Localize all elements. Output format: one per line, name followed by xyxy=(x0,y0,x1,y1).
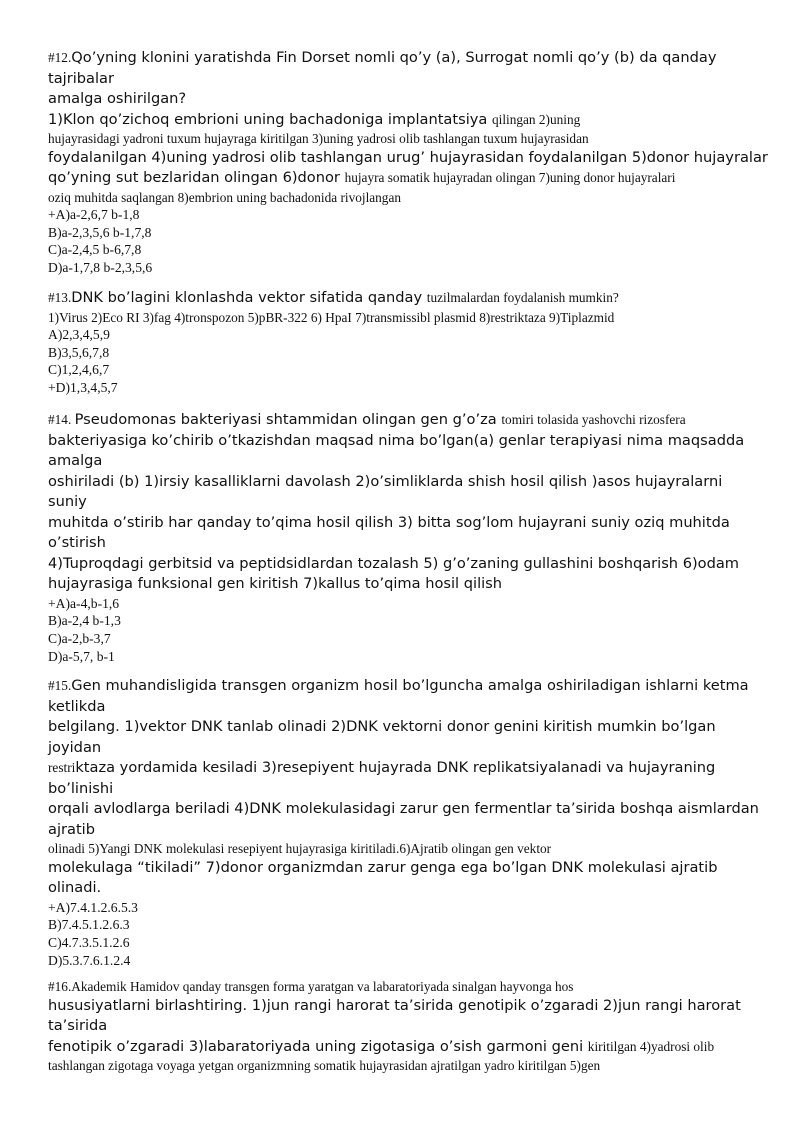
answer-option: +A)7.4.1.2.6.5.3 xyxy=(48,899,138,915)
text-run: amalga oshirilgan? xyxy=(48,90,187,107)
text-run: ketlikda xyxy=(48,697,106,715)
text-run: bo’linishi xyxy=(48,779,114,797)
text-run: #16.Akademik Hamidov qanday transgen forma yaratgan va labaratoriyada sinalgan hayvonga hos xyxy=(48,979,574,994)
answer-option: B)a-2,4 b-1,3 xyxy=(48,613,121,629)
question-text-line xyxy=(48,410,760,431)
question-text-line xyxy=(48,69,760,90)
text-run: muhitda o’stirib har qanday to’qima hosil qilish 3) bitta sog’lom hujayrani suniy oziq muhitda xyxy=(48,513,730,531)
question-15 xyxy=(48,676,760,969)
answer-option: B)7.4.5.1.2.6.3 xyxy=(48,917,130,933)
text-run: ktaza yordamida kesiladi 3)resepiyent hujayrada DNK replikatsiyalanadi va hujayraning xyxy=(75,759,716,776)
question-text-line xyxy=(48,309,760,327)
question-13 xyxy=(48,288,760,397)
answer-option: C)a-2,b-3,7 xyxy=(48,630,111,646)
question-text-line xyxy=(48,1037,760,1058)
question-text-line xyxy=(48,1016,760,1037)
answer-option: B)3,5,6,7,8 xyxy=(48,344,110,360)
text-run: tuzilmalardan foydalanish mumkin? xyxy=(426,290,619,305)
question-text-line xyxy=(48,89,760,110)
text-run: olinadi. xyxy=(48,879,102,896)
text-run: foydalanilgan 4)uning yadrosi olib tashlangan urug’ hujayrasidan foydalanilgan 5)donor hujayralar xyxy=(48,148,768,166)
question-text-line xyxy=(48,996,760,1017)
text-run: joyidan xyxy=(48,738,102,756)
text-run: oshiriladi (b) 1)irsiy kasalliklarni davolash 2)o’simliklarda shish hosil qilish )asos hujayralarni xyxy=(48,472,723,490)
question-text-line xyxy=(48,189,760,207)
text-run: fenotipik o’zgaradi 3)labaratoriyada uning zigotasiga o’sish garmoni geni xyxy=(48,1037,588,1055)
question-text-line xyxy=(48,451,760,472)
text-run: bakteriyasiga ko’chirib o’tkazishdan maqsad nima bo’lgan(a) genlar terapiyasi nima maqsadda xyxy=(48,431,745,449)
question-text-line xyxy=(48,554,760,575)
text-run: #14. xyxy=(48,412,75,427)
question-text-line xyxy=(48,288,760,309)
text-run: hujayrasiga funksional gen kiritish 7)kallus to’qima hosil qilish xyxy=(48,575,503,592)
text-run: ajratib xyxy=(48,820,95,838)
question-text-line xyxy=(48,697,760,718)
text-run: hujayra somatik hujayradan olingan 7)uning donor hujayralari xyxy=(344,170,676,185)
answer-option: C)1,2,4,6,7 xyxy=(48,362,110,378)
answer-option: D)5.3.7.6.1.2.4 xyxy=(48,952,131,968)
question-text-line xyxy=(48,513,760,534)
answer-option: D)a-5,7, b-1 xyxy=(48,648,115,664)
text-run: qilingan 2)uning xyxy=(491,111,581,127)
question-text-line xyxy=(48,978,760,996)
text-run: o’stirish xyxy=(48,534,106,551)
text-run: #13. xyxy=(48,290,72,305)
question-text-line xyxy=(48,717,760,738)
text-run: suniy xyxy=(48,493,87,510)
text-run: ta’sirida xyxy=(48,1017,108,1034)
question-text-line xyxy=(48,492,760,513)
answer-option: D)a-1,7,8 b-2,3,5,6 xyxy=(48,260,153,276)
question-text-line xyxy=(48,574,760,595)
question-16 xyxy=(48,978,760,1075)
text-run: tashlangan zigotaga voyaga yetgan organizmning somatik hujayrasidan ajratilgan yadro kiritilgan 5)gen xyxy=(48,1058,601,1073)
text-run: DNK bo’lagini klonlashda vektor sifatida qanday xyxy=(71,289,427,306)
text-run: 4)Tuproqdagi gerbitsid va peptidsidlardan tozalash 5) g’o’zaning gullashini boshqarish 6)odam xyxy=(48,554,740,572)
answer-option: A)2,3,4,5,9 xyxy=(48,327,110,342)
text-run: #15. xyxy=(48,678,72,693)
question-text-line xyxy=(48,533,760,554)
text-run: 1)Klon qo’zichoq embrioni uning bachadoniga implantatsiya xyxy=(48,110,492,128)
text-run: Pseudomonas bakteriyasi shtammidan olingan gen g’o’za xyxy=(74,411,502,428)
question-text-line xyxy=(48,820,760,841)
text-run: 1)Virus 2)Eco RI 3)fag 4)tronspozon 5)pBR-322 6) HpaI 7)transmissibl plasmid 8)restriktaza 9)Tiplazmid xyxy=(48,309,615,325)
question-text-line xyxy=(48,130,760,148)
question-12 xyxy=(48,48,768,277)
question-text-line xyxy=(48,148,768,169)
text-run: restri xyxy=(48,760,76,775)
text-run: oziq muhitda saqlangan 8)embrion uning bachadonida rivojlangan xyxy=(48,189,402,205)
answer-option: C)a-2,4,5 b-6,7,8 xyxy=(48,242,142,258)
text-run: amalga xyxy=(48,452,103,469)
text-run: Gen muhandisligida transgen organizm hosil bo’lguncha amalga oshiriladigan ishlarni ketma xyxy=(71,677,749,694)
text-run: qo’yning sut bezlaridan olingan 6)donor xyxy=(48,169,345,186)
question-text-line xyxy=(48,472,760,493)
answer-option: C)4.7.3.5.1.2.6 xyxy=(48,934,130,950)
question-text-line xyxy=(48,878,760,899)
question-text-line xyxy=(48,168,760,189)
text-run: #12. xyxy=(48,50,72,65)
question-text-line xyxy=(48,799,760,820)
question-text-line xyxy=(48,858,760,879)
question-text-line xyxy=(48,779,760,800)
text-run: Qo’yning klonini yaratishda Fin Dorset nomli qo’y (a), Surrogat nomli qo’y (b) da qanday xyxy=(71,49,717,66)
question-text-line xyxy=(48,676,760,697)
question-text-line xyxy=(48,758,760,779)
answer-option: +D)1,3,4,5,7 xyxy=(48,380,118,396)
answer-option: +A)a-4,b-1,6 xyxy=(48,595,120,611)
text-run: tomiri tolasida yashovchi rizosfera xyxy=(501,412,686,427)
question-text-line xyxy=(48,110,760,131)
text-run: orqali avlodlarga beriladi 4)DNK molekulasidagi zarur gen fermentlar ta’sirida boshqa aismlardan xyxy=(48,800,759,817)
question-text-line xyxy=(48,840,760,858)
text-run: olinadi 5)Yangi DNK molekulasi resepiyent hujayrasiga kiritiladi.6)Ajratib olingan gen vektor xyxy=(48,841,552,856)
text-run: hususiyatlarni birlashtiring. 1)jun rangi harorat ta’sirida genotipik o’zgaradi 2)jun rangi harorat xyxy=(48,996,741,1014)
text-run: molekulaga “tikiladi” 7)donor organizmdan zarur genga ega bo’lgan DNK molekulasi ajratib xyxy=(48,858,718,876)
text-run: kiritilgan 4)yadrosi olib xyxy=(587,1038,715,1054)
question-text-line xyxy=(48,48,760,69)
question-text-line xyxy=(48,1057,760,1075)
question-14 xyxy=(48,410,760,665)
answer-option: +A)a-2,6,7 b-1,8 xyxy=(48,207,140,222)
text-run: tajribalar xyxy=(48,69,114,87)
question-text-line xyxy=(48,738,760,759)
answer-option: B)a-2,3,5,6 b-1,7,8 xyxy=(48,224,152,240)
text-run: belgilang. 1)vektor DNK tanlab olinadi 2)DNK vektorni donor genini kiritish mumkin bo’lgan xyxy=(48,718,716,735)
question-text-line xyxy=(48,431,760,452)
text-run: hujayrasidagi yadroni tuxum hujayraga kiritilgan 3)uning yadrosi olib tashlangan tuxum hujayrasidan xyxy=(48,131,589,146)
